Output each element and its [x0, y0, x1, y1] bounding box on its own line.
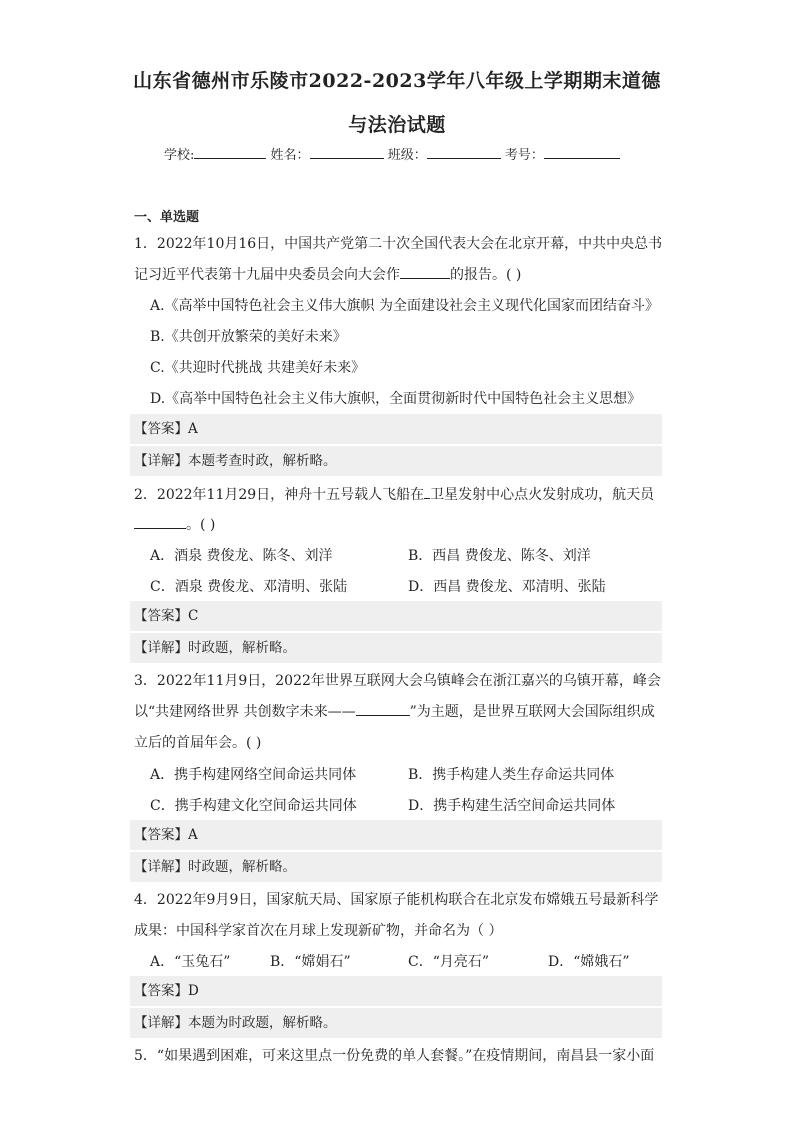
q2-option-a[interactable]: A．酒泉 费俊龙、陈冬、刘洋: [150, 548, 333, 564]
q4-detail: 【详解】本题为时政题，解析略。: [130, 1008, 662, 1038]
q2-option-b[interactable]: B．西昌 费俊龙、陈冬、刘洋: [408, 548, 591, 564]
q2-line-2: 。( ): [134, 514, 215, 534]
title-line-1: 山东省德州市乐陵市2022-2023学年八年级上学期期末道德: [133, 70, 661, 92]
q1-detail: 【详解】本题考查时政，解析略。: [130, 446, 662, 476]
title-line-2: 与法治试题: [348, 114, 446, 136]
q2-detail: 【详解】时政题，解析略。: [130, 633, 662, 663]
q1-line-1: 1．2022年10月16日，中国共产党第二十次全国代表大会在北京开幕，中共中央总书: [134, 236, 663, 252]
q4-line-2: 成果：中国科学家首次在月球上发现新矿物，并命名为（ ）: [134, 923, 503, 939]
q1-option-d[interactable]: D.《高举中国特色社会主义伟大旗帜，全面贯彻新时代中国特色社会主义思想》: [150, 391, 642, 407]
number-blank[interactable]: [544, 146, 620, 159]
name-label: 姓名：: [270, 148, 310, 163]
q4-answer: 【答案】D: [130, 976, 662, 1006]
q3-answer: 【答案】A: [130, 820, 662, 850]
q3-option-a[interactable]: A．携手构建网络空间命运共同体: [150, 767, 357, 783]
student-info-row: [164, 144, 620, 163]
q1-option-c[interactable]: C.《共迎时代挑战 共建美好未来》: [150, 360, 366, 376]
q2-option-d[interactable]: D．西昌 费俊龙、邓清明、张陆: [408, 579, 606, 595]
q5-line-1: 5．“如果遇到困难，可来这里点一份免费的单人套餐。”在疫情期间，南昌县一家小面: [134, 1048, 655, 1064]
q3-line-2: 以“共建网络世界 共创数字未来—— ”为主题，是世界互联网大会国际组织成: [134, 704, 655, 720]
q1-option-b[interactable]: B.《共创开放繁荣的美好未来》: [150, 329, 347, 345]
q4-option-a[interactable]: A．“玉兔石”: [150, 954, 231, 970]
number-label: 考号：: [504, 148, 544, 163]
q2-option-c[interactable]: C．酒泉 费俊龙、邓清明、张陆: [150, 579, 348, 595]
q1-answer: 【答案】A: [130, 414, 662, 444]
q1-option-a[interactable]: A.《高举中国特色社会主义伟大旗帜 为全面建设社会主义现代化国家而团结奋斗》: [150, 298, 660, 314]
q4-option-b[interactable]: B．“嫦娟石”: [270, 954, 351, 970]
q3-option-d[interactable]: D．携手构建生活空间命运共同体: [408, 798, 616, 814]
q2-line-1: 2．2022年11月29日，神舟十五号载人飞船在 卫星发射中心点火发射成功，航天员: [134, 487, 655, 503]
q3-line-3: 立后的首届年会。( ): [134, 735, 262, 751]
q4-line-1: 4．2022年9月9日，国家航天局、国家原子能机构联合在北京发布嫦娥五号最新科学: [134, 892, 659, 908]
q3-detail: 【详解】时政题，解析略。: [130, 852, 662, 882]
school-label: 学校:: [164, 148, 195, 163]
q1-line-2: 记习近平代表第十九届中央委员会向大会作 的报告。( ): [134, 267, 522, 283]
q3-line-1: 3．2022年11月9日，2022年世界互联网大会乌镇峰会在浙江嘉兴的乌镇开幕，峰会: [134, 673, 661, 689]
class-label: 班级：: [387, 148, 427, 163]
school-blank[interactable]: [194, 146, 266, 159]
q2-answer: 【答案】C: [130, 601, 662, 631]
q4-option-c[interactable]: C．“月亮石”: [408, 954, 490, 970]
q3-option-b[interactable]: B．携手构建人类生存命运共同体: [408, 767, 615, 783]
q4-option-d[interactable]: D．“嫦娥石”: [548, 954, 630, 970]
section-title: 一、单选题: [134, 210, 200, 225]
name-blank[interactable]: [310, 146, 384, 159]
class-blank[interactable]: [427, 146, 501, 159]
q3-option-c[interactable]: C．携手构建文化空间命运共同体: [150, 798, 357, 814]
